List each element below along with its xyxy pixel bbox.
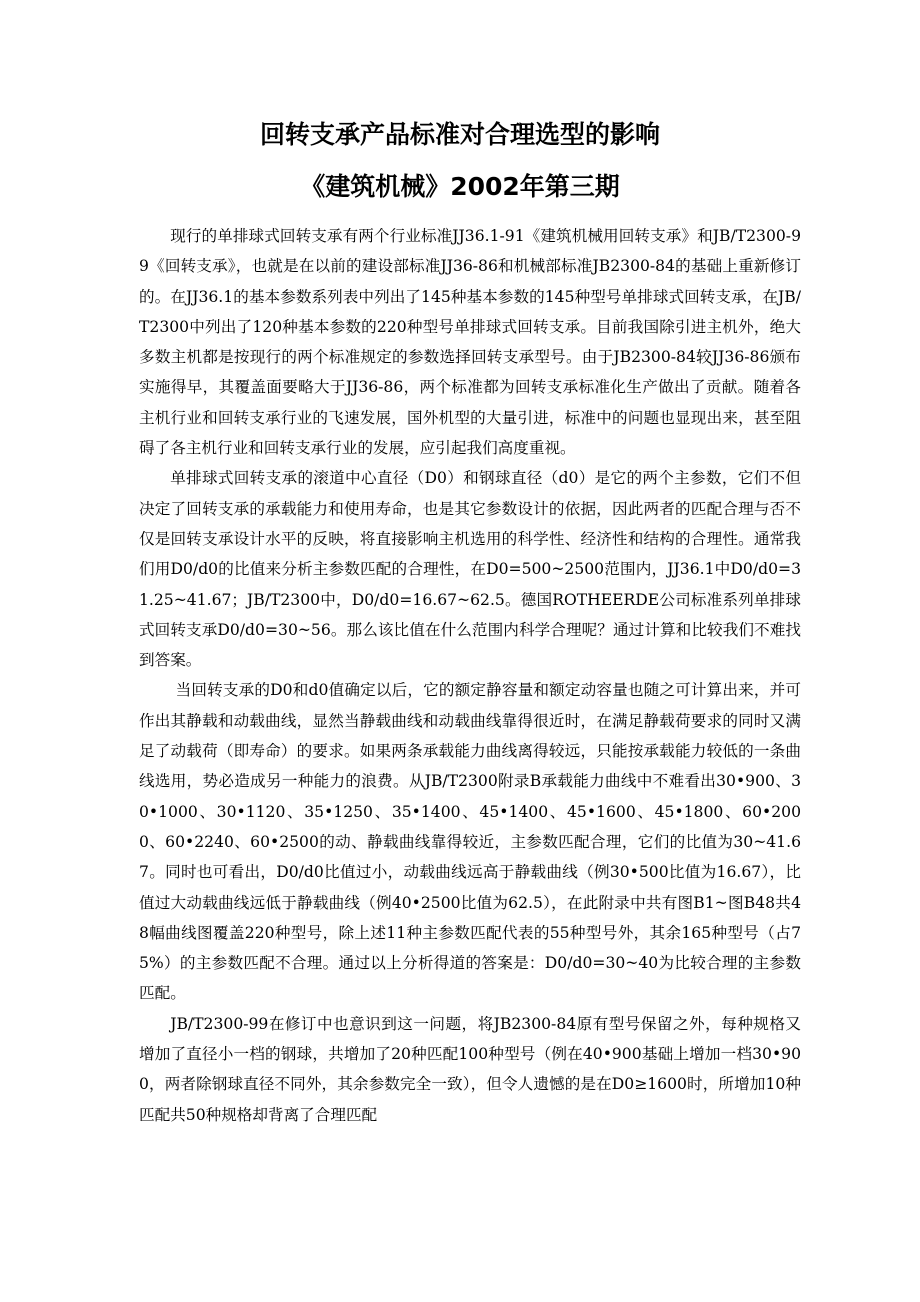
document-subtitle: 《建筑机械》2002年第三期 (300, 172, 620, 201)
paragraph-1: 现行的单排球式回转支承有两个行业标准JJ36.1-91《建筑机械用回转支承》和JB/T2300-99《回转支承》，也就是在以前的建设部标准JJ36-86和机械部标准JB2300-84的基础上重新修订的。在JJ36.1的基本参数系列表中列出了145种基本参数的145种型号单排球式回转支承，在JB/T2300中列出了120种基本参数的220种型号单排球式回转支承。目前我国除引进主机外，绝大多数主机都是按现行的两个标准规定的参数选择回转支承型号。由于JB2300-84较JJ36-86颁布实施得早，其覆盖面要略大于JJ36-86，两个标准都为回转支承标准化生产做出了贡献。随着各主机行业和回转支承行业的飞速发展，国外机型的大量引进，标准中的问题也显现出来，甚至阻碍了各主机行业和回转支承行业的发展，应引起我们高度重视。 (139, 227, 801, 458)
document-title: 回转支承产品标准对合理选型的影响 (259, 120, 660, 149)
paragraph-2: 单排球式回转支承的滚道中心直径（D0）和钢球直径（d0）是它的两个主参数，它们不但决定了回转支承的承载能力和使用寿命，也是其它参数设计的依据，因此两者的匹配合理与否不仅是回转支承设计水平的反映，将直接影响主机选用的科学性、经济性和结构的合理性。通常我们用D0/d0的比值来分析主参数匹配的合理性，在D0=500~2500范围内，JJ36.1中D0/d0=31.25~41.67；JB/T2300中，D0/d0=16.67~62.5。德国ROTHEERDE公司标准系列单排球式回转支承D0/d0=30~56。那么该比值在什么范围内科学合理呢？通过计算和比较我们不难找到答案。 (139, 469, 801, 670)
paragraph-3: 当回转支承的D0和d0值确定以后，它的额定静容量和额定动容量也随之可计算出来，并可作出其静载和动载曲线，显然当静载曲线和动载曲线靠得很近时，在满足静载荷要求的同时又满足了动载荷（即寿命）的要求。如果两条承载能力曲线离得较远，只能按承载能力较低的一条曲线选用，势必造成另一种能力的浪费。从JB/T2300附录B承载能力曲线中不难看出30•900、30•1000、30•1120、35•1250、35•1400、45•1400、45•1600、45•1800、60•2000、60•2240、60•2500的动、静载曲线靠得较近，主参数匹配合理，它们的比值为30~41.67。同时也可看出，D0/d0比值过小，动载曲线远高于静载曲线（例30•500比值为16.67），比值过大动载曲线远低于静载曲线（例40•2500比值为62.5），在此附录中共有图B1~图B48共48幅曲线图覆盖220种型号，除上述11种主参数匹配代表的55种型号外，其余165种型号（占75%）的主参数匹配不合理。通过以上分析得道的答案是：D0/d0=30~40为比较合理的主参数匹配。 (139, 681, 801, 1003)
paragraph-4: JB/T2300-99在修订中也意识到这一问题，将JB2300-84原有型号保留之外，每种规格又增加了直径小一档的钢球，共增加了20种匹配100种型号（例在40•900基础上增加一档30•900，两者除钢球直径不同外，其余参数完全一致），但令人遗憾的是在D0≥1600时，所增加10种匹配共50种规格却背离了合理匹配 (139, 1014, 801, 1124)
document-body (139, 221, 801, 1130)
